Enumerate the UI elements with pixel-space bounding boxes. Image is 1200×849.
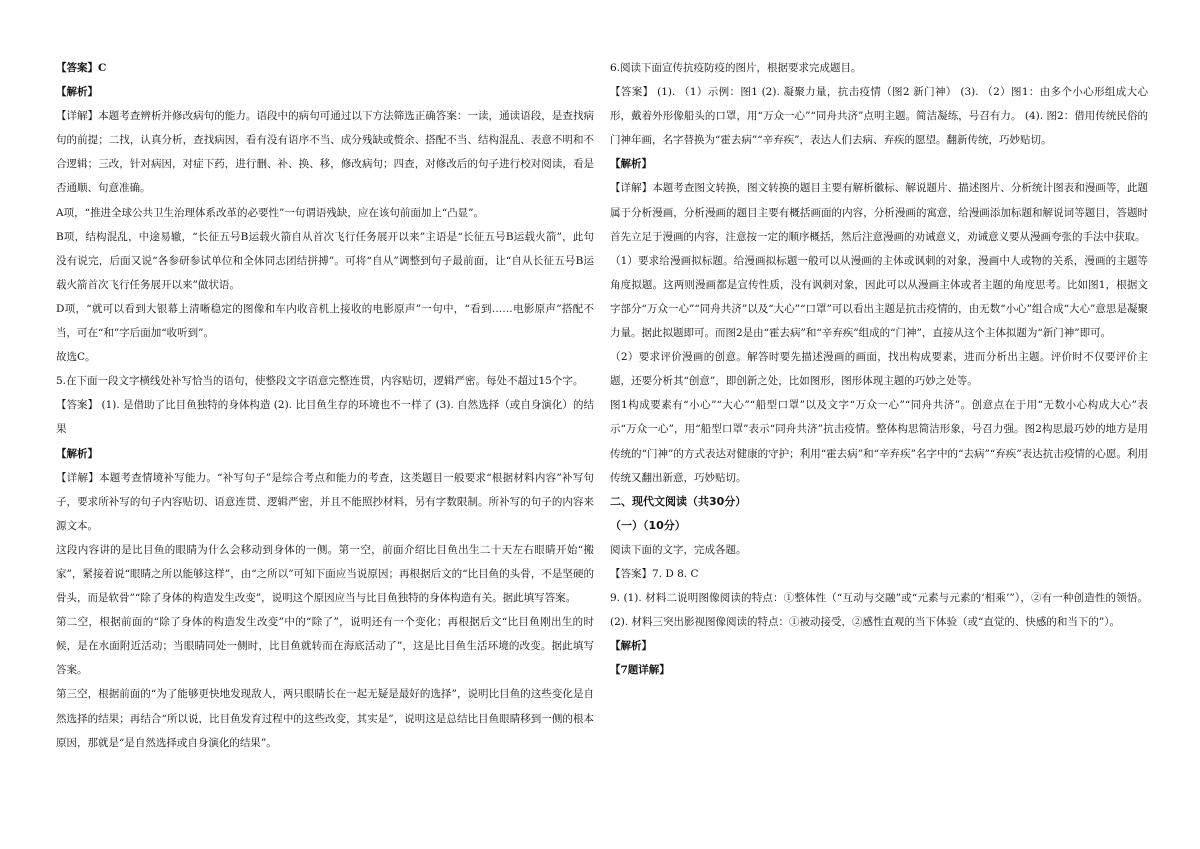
question-6-prompt: 6.阅读下面宣传抗疫防疫的图片，根据要求完成题目。: [610, 62, 862, 74]
question-5-prompt: 5.在下面一段文字横线处补写恰当的语句，使整段文字语意完整连贯，内容贴切，逻辑严密。每处不超过15个字。: [56, 375, 584, 388]
analysis-label: 【解析】: [610, 158, 652, 171]
choice-conclusion: 故选C。: [56, 351, 96, 364]
question-7-detail-label: 【7题详解】: [610, 664, 670, 677]
analysis-label: 【解析】: [56, 86, 98, 99]
section-heading: 二、现代文阅读（共30分）: [610, 494, 747, 508]
subsection-heading: （一）（10分）: [610, 518, 686, 532]
analysis-label: 【解析】: [610, 640, 652, 653]
answer-9: 9. (1). 材料二说明图像阅读的特点：①整体性（“互动与交融”或“元素与元素的‘相乘’”），②有一种创造性的领悟。 (2). 材料三突出影视图像阅读的特点：①被动接受，②感性直观的当下体验（或“直觉的、快感的和当下的”）。: [610, 592, 1148, 629]
question-6-answer: 【答案】 (1). （1）示例：图1 (2). 凝聚力量，抗击疫情（图2 新门神） (3). （2）图1：由多个小心形组成大心形，戴着外形像船头的口罩，用“万众一心”“同舟共济”点明主题。简洁凝练，号召有力。 (4). 图2：借用传统民俗的门神年画，名字替换为“霍去病”“辛弃疾”，表达人们去病、弃疾的愿望。翻新传统，巧妙贴切。: [610, 86, 1148, 147]
blank-2-paragraph: 第二空，根据前面的“除了身体的构造发生改变”中的“除了”，说明还有一个变化；再根据后文“比目鱼刚出生的时候，是在水面附近活动；当眼睛同处一侧时，比目鱼就转而在海底活动了”，这是比目鱼生活环境的改变。据此填写答案。: [56, 616, 594, 677]
left-column: [56, 56, 594, 755]
explanation-paragraph: 这段内容讲的是比目鱼的眼睛为什么会移动到身体的一侧。第一空，前面介绍比目鱼出生二十天左右眼睛开始“搬家”，紧接着说“眼睛之所以能够这样”，由“之所以”可知下面应当说原因；再根据后文的“比目鱼的头骨，不是坚硬的骨头，而是软骨”“除了身体的构造发生改变”，说明这个原因应当与比目鱼独特的身体构造有关。据此填写答案。: [56, 543, 594, 605]
detail-paragraph: 【详解】本题考查辨析并修改病句的能力。语段中的病句可通过以下方法筛选正确答案：一读，通读语段，是查找病句的前提；二找，认真分析，查找病因，看有没有语序不当、成分残缺或赘余、搭配不当、结构混乱、表意不明和不合逻辑；三改，针对病因，对症下药，进行删、补、换、移，修改病句；四查，对修改后的句子进行校对阅读，看是否通顺、句意准确。: [56, 110, 594, 195]
reading-instruction: 阅读下面的文字，完成各题。: [610, 543, 747, 556]
option-d-paragraph: D项，“就可以看到大银幕上清晰稳定的图像和车内收音机上接收的电影原声”一句中，“看到……电影原声”搭配不当，可在“和”字后面加“收听到”。: [56, 302, 594, 340]
analysis-label: 【解析】: [56, 447, 98, 460]
figure-analysis-paragraph: 图1构成要素有“小心”“大心”“船型口罩”以及文字“万众一心”“同舟共济”。创意点在于用“无数小心构成大心”表示“万众一心”，用“船型口罩”表示“同舟共济”抗击疫情。整体构思简洁形象，号召力强。图2构思最巧妙的地方是用传统的“门神”的方式表达对健康的守护；利用“霍去病”和“辛弃疾”名字中的“去病”“弃疾”表达抗击疫情的心愿。利用传统又翻出新意，巧妙贴切。: [610, 399, 1148, 484]
option-a-paragraph: A项，“推进全球公共卫生治理体系改革的必要性”一句谓语残缺，应在该句前面加上“凸显”。: [56, 206, 485, 219]
blank-3-paragraph: 第三空，根据前面的“为了能够更快地发现敌人，两只眼睛长在一起无疑是最好的选择”，说明比目鱼的这些变化是自然选择的结果；再结合“所以说，比目鱼发育过程中的这些改变，其实是”，说明这是总结比目鱼眼睛移到一侧的根本原因，那就是“是自然选择或自身演化的结果”。: [56, 688, 594, 749]
question-5-answer: 【答案】 (1). 是借助了比目鱼独特的身体构造 (2). 比目鱼生存的环境也不一样了 (3). 自然选择（或自身演化）的结果: [56, 399, 594, 436]
detail-paragraph: 【详解】本题考查情境补写能力。“补写句子”是综合考点和能力的考查，这类题目一般要求“根据材料内容”补写句子，要求所补写的句子内容贴切、语意连贯、逻辑严密，并且不能照抄材料，另有字数限制。所补写的句子的内容来源文本。: [56, 471, 594, 532]
detail-paragraph: 【详解】本题考查图文转换，图文转换的题目主要有解析徽标、解说题片、描述图片、分析统计图表和漫画等，此题属于分析漫画，分析漫画的题目主要有概括画面的内容，分析漫画的寓意，给漫画添加标题和解说词等题目，答题时首先立足于漫画的内容，注意按一定的顺序概括，然后注意漫画的劝诫意义，劝诫意义要从漫画夸张的手法中获取。: [610, 182, 1148, 243]
part-2-paragraph: （2）要求评价漫画的创意。解答时要先描述漫画的画面，找出构成要素，进而分析出主题。评价时不仅要评价主题，还要分析其“创意”，即创新之处，比如图形，图形体现主题的巧妙之处等。: [610, 351, 1148, 388]
answer-label: 【答案】C: [56, 62, 107, 74]
answers-7-8: 【答案】7. D 8. C: [610, 567, 699, 580]
option-b-paragraph: B项，结构混乱，中途易辙，“长征五号B运载火箭自从首次飞行任务展开以来”主语是“长征五号B运载火箭”，此句没有说完，后面又说“各参研参试单位和全体同志团结拼搏”。可将“自从”调整到句子最前面，让“自从长征五号B运载火箭首次飞行任务展开以来”做状语。: [56, 230, 594, 291]
part-1-paragraph: （1）要求给漫画拟标题。给漫画拟标题一般可以从漫画的主体或讽刺的对象，漫画中人或物的关系，漫画的主题等角度拟题。这两则漫画都是宣传性质，没有讽刺对象，因此可以从漫画主体或者主题的角度思考。比如图1，根据文字部分“万众一心”“同舟共济”以及“大心”“口罩”可以看出主题是抗击疫情的，由无数“小心”组合成“大心”意思是凝聚力量。据此拟题即可。而图2是由“霍去病”和“辛弃疾”组成的“门神”，直接从这个主体拟题为“新门神”即可。: [610, 254, 1148, 340]
right-column: [610, 56, 1148, 682]
